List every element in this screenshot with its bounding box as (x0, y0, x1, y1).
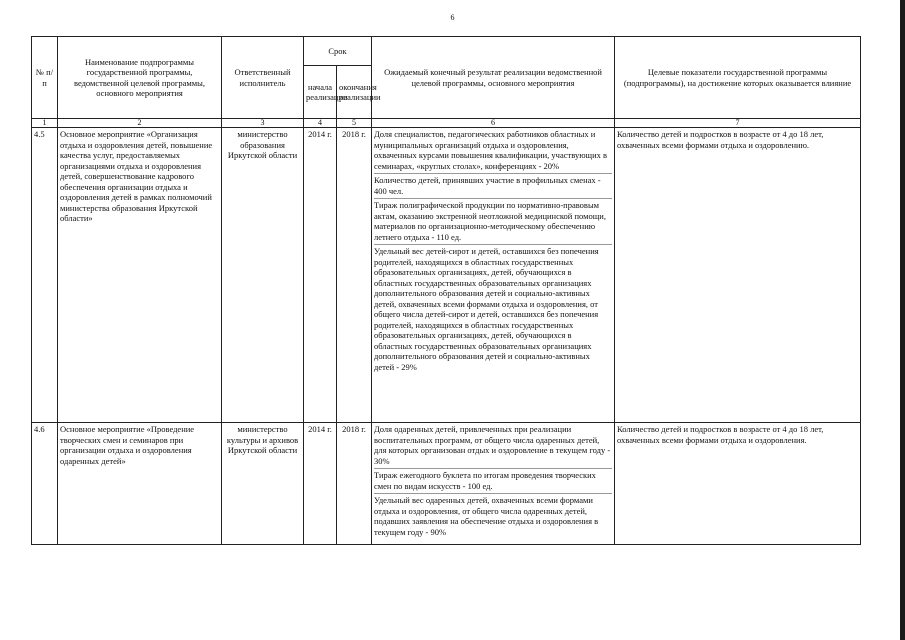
activity-name: Основное мероприятие «Проведение творческих смен и семинаров при организации отдыха и оздоровления одаренных детей» (58, 423, 222, 545)
header-targets: Целевые показатели государственной программы (подпрограммы), на достижение которых оказывается влияние (615, 37, 861, 119)
header-start: начала реализации (304, 66, 337, 119)
column-number: 2 (58, 119, 222, 128)
page-number: 6 (450, 13, 455, 22)
result-item: Доля специалистов, педагогических работников областных и муниципальных организаций отдыха и оздоровления, охваченных курсами повышения квалификации, участвующих в семинарах, «круглых столах», конференциях - 20% (374, 129, 608, 171)
column-number: 4 (304, 119, 337, 128)
start-year: 2014 г. (304, 128, 337, 423)
column-number: 5 (337, 119, 372, 128)
executor: министерство образования Иркутской области (222, 128, 304, 423)
program-table (31, 36, 861, 545)
header-row (32, 37, 861, 66)
result-item: Удельный вес одаренных детей, охваченных всеми формами отдыха и оздоровления, от общего числа одаренных детей, подавших заявления на обеспечение отдыха и оздоровления в текущем году - 90% (374, 493, 612, 537)
row-number: 4.6 (32, 423, 58, 545)
header-name: Наименование подпрограммы государственной программы, ведомственной целевой программы, основного мероприятия (58, 37, 222, 119)
activity-name: Основное мероприятие «Организация отдыха и оздоровления детей, повышение качества услуг, предоставляемых организациями отдыха и оздоровления детей, совершенствование кадрового обеспечения организации отдыха и оздоровления детей в рамках полномочий министерства образования Иркутской области» (58, 128, 222, 423)
result-item: Тираж ежегодного буклета по итогам проведения творческих смен по видам искусств - 100 ед. (374, 468, 612, 491)
header-num: № п/п (32, 37, 58, 119)
header-executor: Ответственный исполнитель (222, 37, 304, 119)
header-result: Ожидаемый конечный результат реализации ведомственной целевой программы, основного мероприятия (372, 37, 615, 119)
expected-results (372, 423, 615, 545)
start-year: 2014 г. (304, 423, 337, 545)
result-item: Тираж полиграфической продукции по нормативно-правовым актам, оказанию экстренной неотложной медицинской помощи, материалов по организационно-методическому обеспечению летнего отдыха - 110 ед. (374, 198, 612, 242)
target-indicators: Количество детей и подростков в возрасте от 4 до 18 лет, охваченных всеми формами отдыха и оздоровления. (615, 423, 861, 545)
result-item: Количество детей, принявших участие в профильных сменах - 400 чел. (374, 173, 612, 196)
scan-edge (900, 0, 905, 640)
header-term: Срок (304, 37, 372, 66)
column-number: 7 (615, 119, 861, 128)
table-row (32, 423, 861, 545)
end-year: 2018 г. (337, 423, 372, 545)
column-number-row (32, 119, 861, 128)
table-row (32, 128, 861, 423)
column-number: 6 (372, 119, 615, 128)
result-item: Доля одаренных детей, привлеченных при реализации воспитательных программ, от общего числа одаренных детей, для которых организован отдых и оздоровление в текущем году - 30% (374, 424, 611, 466)
row-number: 4.5 (32, 128, 58, 423)
target-indicators: Количество детей и подростков в возрасте от 4 до 18 лет, охваченных всеми формами отдыха и оздоровлению. (615, 128, 861, 423)
executor: министерство культуры и архивов Иркутской области (222, 423, 304, 545)
column-number: 3 (222, 119, 304, 128)
column-number: 1 (32, 119, 58, 128)
result-item: Удельный вес детей-сирот и детей, оставшихся без попечения родителей, находящихся в областных государственных образовательных организациях, детей, обучающихся в областных государственных образовательных организациях дополнительного образования детей и социально-активных детей, охваченных всеми формами отдыха и оздоровления, от общего числа детей-сирот и детей, оставшихся без попечения родителей, находящихся в областных государственных образовательных организациях, детей, обучающихся в областных государственных образовательных организациях дополнительного образования детей и социально-активных детей - 29% (374, 244, 612, 372)
expected-results (372, 128, 615, 423)
header-end: окончания реализации (337, 66, 372, 119)
end-year: 2018 г. (337, 128, 372, 423)
